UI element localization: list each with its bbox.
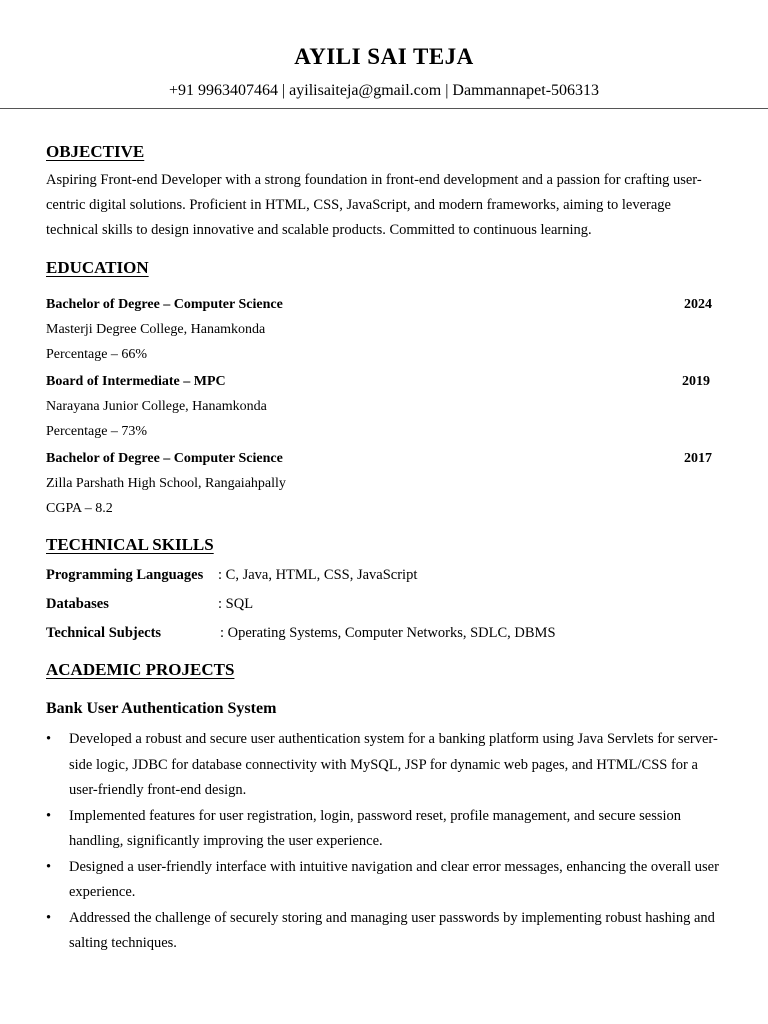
skill-value: : Operating Systems, Computer Networks, SDLC, DBMS [220, 625, 556, 641]
projects-heading: ACADEMIC PROJECTS [46, 660, 235, 679]
education-school: Masterji Degree College, Hanamkonda [46, 322, 266, 337]
degree-year: 2017 [684, 451, 712, 466]
project-title: Bank User Authentication System [46, 700, 277, 717]
list-item [46, 906, 726, 957]
degree-name: Bachelor of Degree – Computer Science [46, 451, 283, 466]
bullet-text: Developed a robust and secure user authentication system for a banking platform using Java Servlets for server-side logic, JDBC for database connectivity with MySQL, JSP for dynamic web pages, and HTML/CSS for a user-friendly front-end design. [69, 731, 718, 798]
degree-name: Board of Intermediate – MPC [46, 374, 226, 389]
bullet-icon: • [46, 858, 52, 875]
skill-value: : C, Java, HTML, CSS, JavaScript [218, 567, 418, 583]
skill-value: : SQL [218, 596, 254, 612]
header-divider [0, 108, 768, 109]
education-school: Narayana Junior College, Hanamkonda [46, 399, 267, 414]
bullet-text: Designed a user-friendly interface with intuitive navigation and clear error messages, enhancing the overall user experience. [69, 858, 719, 900]
bullet-text: Addressed the challenge of securely storing and managing user passwords by implementing robust hashing and salting techniques. [69, 909, 715, 951]
education-school: Zilla Parshath High School, Rangaiahpally [46, 476, 286, 491]
bullet-icon: • [46, 731, 52, 747]
objective-text: Aspiring Front-end Developer with a strong foundation in front-end development and a passion for crafting user-centric digital solutions. Proficient in HTML, CSS, JavaScript, and modern frameworks, aiming to leverage technical skills to design innovative and scalable products. Committed to continuous learning. [46, 172, 702, 238]
education-degree [46, 451, 712, 467]
bullet-text: Implemented features for user registration, login, password reset, profile management, and secure session handling, significantly improving the user experience. [69, 807, 682, 849]
bullet-icon: • [46, 909, 52, 926]
degree-year: 2019 [682, 374, 710, 389]
skill-label: Databases [46, 596, 109, 612]
degree-year: 2024 [684, 297, 712, 312]
bullet-icon: • [46, 807, 52, 824]
education-score: Percentage – 73% [46, 424, 148, 439]
education-score: CGPA – 8.2 [46, 501, 113, 516]
degree-name: Bachelor of Degree – Computer Science [46, 297, 283, 312]
skill-row [46, 596, 253, 613]
education-degree [46, 374, 712, 390]
skill-row [46, 625, 556, 642]
list-item [46, 855, 726, 906]
skill-row [46, 567, 417, 584]
skill-label: Technical Subjects [46, 625, 162, 641]
contact-line: +91 9963407464 | ayilisaiteja@gmail.com | Dammannapet-506313 [168, 82, 600, 99]
objective-heading: OBJECTIVE [46, 142, 145, 161]
list-item [46, 727, 726, 804]
project-bullet-list [46, 727, 726, 957]
skill-label: Programming Languages [46, 567, 204, 583]
education-score: Percentage – 66% [46, 347, 148, 362]
skills-heading: TECHNICAL SKILLS [46, 535, 214, 554]
education-degree [46, 297, 712, 313]
list-item [46, 804, 726, 855]
education-heading: EDUCATION [46, 258, 149, 277]
candidate-name: AYILI SAI TEJA [294, 44, 474, 69]
